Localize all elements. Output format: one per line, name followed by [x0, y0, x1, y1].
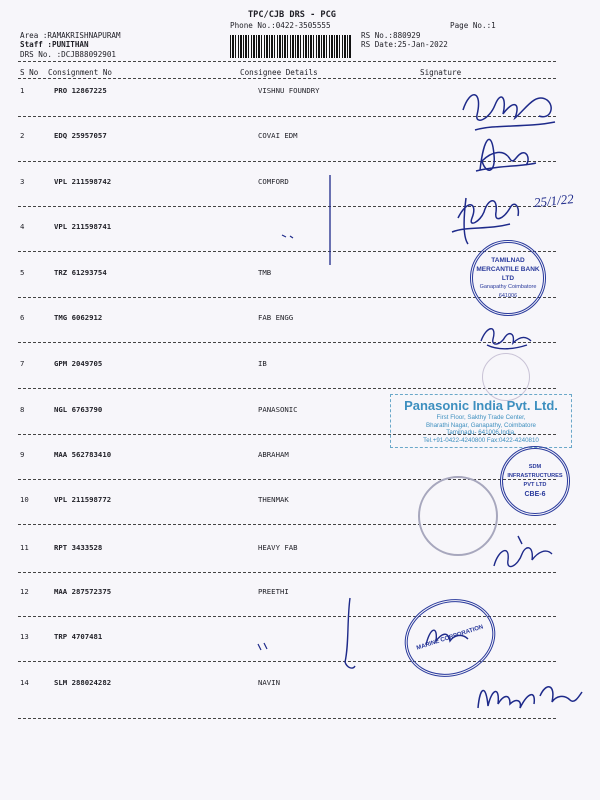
row-consignment: TMG 6062912 [54, 313, 103, 322]
bank-stamp [470, 240, 546, 316]
table-row [0, 587, 600, 633]
col-sno: S No [20, 68, 39, 77]
rs-number: RS No.:880929 [361, 31, 421, 40]
row-consignee: IB [258, 359, 267, 368]
row-sno: 7 [20, 359, 25, 368]
bank-stamp-text: TAMILNAD MERCANTILE BANK LTD [476, 256, 540, 282]
row-consignee: NAVIN [258, 678, 280, 687]
panasonic-stamp-line: Bharathi Nagar, Ganapathy, Coimbatore [426, 421, 536, 429]
col-signature: Signature [420, 68, 462, 77]
row-consignee: THENMAK [258, 495, 289, 504]
bank-stamp-inner: Ganapathy Coimbatore 641006 [479, 283, 537, 299]
divider [18, 388, 556, 389]
signature [418, 615, 478, 655]
phone-number: Phone No.:0422-3505555 [230, 21, 331, 30]
row-consignment: PRO 12867225 [54, 86, 107, 95]
row-sno: 9 [20, 450, 25, 459]
panasonic-stamp-name: Panasonic India Pvt. Ltd. [404, 398, 558, 413]
row-sno: 14 [20, 678, 29, 687]
row-consignment: MAA 562783410 [54, 450, 112, 459]
area-label: Area :RAMAKRISHNAPURAM [20, 31, 121, 40]
signature-with-date [448, 178, 598, 248]
row-consignment: VPL 211598742 [54, 177, 112, 186]
divider [18, 61, 556, 62]
row-consignee: PREETHI [258, 587, 289, 596]
row-consignment: TRP 4707481 [54, 632, 103, 641]
rs-date: RS Date:25-Jan-2022 [361, 40, 448, 49]
divider [18, 78, 556, 79]
row-consignee: PANASONIC [258, 405, 298, 414]
row-consignee: FAB ENGG [258, 313, 294, 322]
row-consignee: ABRAHAM [258, 450, 289, 459]
row-consignment: NGL 6763790 [54, 405, 103, 414]
corporation-stamp-text: MARINE CORPORATION [415, 623, 485, 652]
row-consignee: HEAVY FAB [258, 543, 298, 552]
row-consignment: GPM 2049705 [54, 359, 103, 368]
barcode [230, 35, 352, 58]
signature [470, 125, 540, 180]
signature [488, 530, 558, 580]
row-sno: 6 [20, 313, 25, 322]
handwritten-bracket [325, 590, 365, 680]
document-title: TPC/CJB DRS - PCG [248, 10, 336, 20]
company-stamp [500, 446, 570, 516]
row-consignment: MAA 287572375 [54, 587, 112, 596]
row-sno: 13 [20, 632, 29, 641]
handwritten-date: 25/1/22 [533, 190, 575, 211]
row-sno: 5 [20, 268, 25, 277]
drs-number: DRS No. :DCJB88092901 [20, 50, 117, 59]
row-sno: 2 [20, 131, 25, 140]
row-sno: 12 [20, 587, 29, 596]
row-consignment: VPL 211598772 [54, 495, 112, 504]
handwritten-mark [255, 640, 275, 654]
row-consignment: TRZ 61293754 [54, 268, 107, 277]
row-sno: 3 [20, 177, 25, 186]
row-sno: 10 [20, 495, 29, 504]
row-consignee: VISHNU FOUNDRY [258, 86, 320, 95]
row-consignment: RPT 3433528 [54, 543, 103, 552]
signature [470, 672, 585, 722]
row-consignee: TMB [258, 268, 272, 277]
panasonic-stamp-line: First Floor, Sakthy Trade Center, [436, 414, 526, 421]
panasonic-stamp [390, 394, 572, 448]
page-number: Page No.:1 [450, 21, 496, 30]
row-sno: 4 [20, 222, 25, 231]
staff-label: Staff :PUNITHAN [20, 40, 89, 49]
divider [18, 572, 556, 573]
panasonic-stamp-line: Tel.+91-0422-4240800 Fax:0422-4240810 [423, 436, 539, 444]
row-consignment: EDQ 25957057 [54, 131, 107, 140]
company-stamp-text: SDM INFRASTRUCTURES PVT LTD [507, 464, 563, 488]
row-consignment: SLM 288024282 [54, 678, 112, 687]
col-consignee: Consignee Details [240, 68, 318, 77]
row-sno: 1 [20, 86, 25, 95]
row-sno: 11 [20, 543, 29, 552]
company-stamp-inner: CBE-6 [524, 491, 546, 498]
row-consignment: VPL 211598741 [54, 222, 112, 231]
faint-round-stamp [418, 476, 498, 556]
col-consignment: Consignment No [48, 68, 113, 77]
signature [475, 315, 535, 355]
row-consignee: COVAI EDM [258, 131, 298, 140]
panasonic-stamp-line: Tamilnadu- 641006,India. [446, 429, 516, 436]
row-consignee: COMFORD [258, 177, 289, 186]
row-sno: 8 [20, 405, 25, 414]
handwritten-bracket [270, 170, 360, 280]
